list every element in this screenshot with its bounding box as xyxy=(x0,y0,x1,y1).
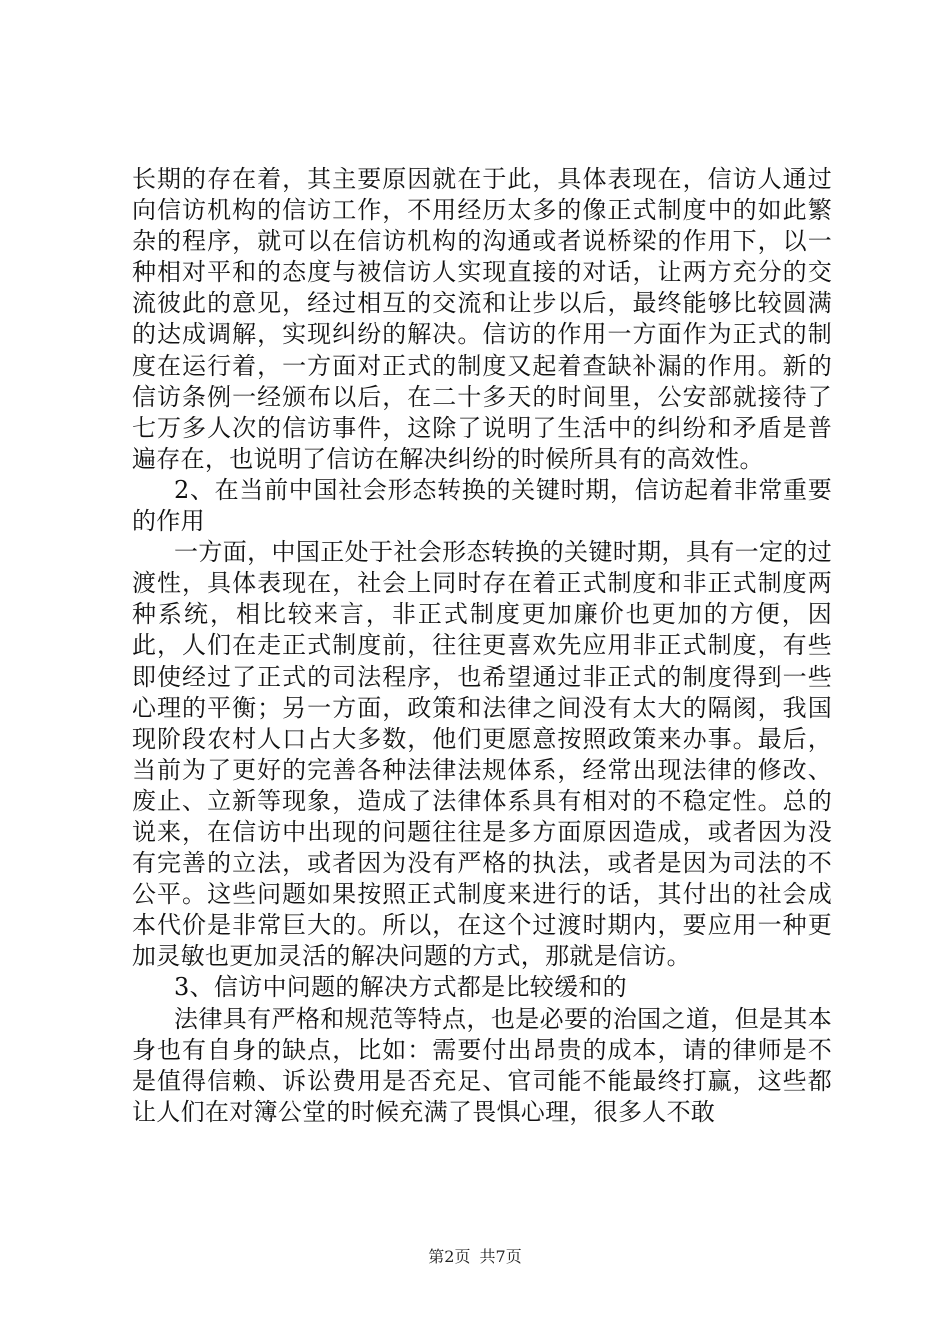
section-heading-3: 3、信访中问题的解决方式都是比较缓和的 xyxy=(174,973,627,1002)
section-heading-2: 2、在当前中国社会形态转换的关键时期，信访起着非常重要的作用 xyxy=(132,475,832,536)
page-total: 共7页 xyxy=(479,1247,522,1266)
document-body xyxy=(132,164,832,1128)
paragraph-2: 一方面，中国正处于社会形态转换的关键时期，具有一定的过渡性，具体表现在，社会上同时存在着正式制度和非正式制度两种系统，相比较来言，非正式制度更加廉价也更加的方便，因此，人们在走正式制度前，往往更喜欢先应用非正式制度，有些即使经过了正式的司法程序，也希望通过非正式的制度得到一些心理的平衡；另一方面，政策和法律之间没有太大的隔阂，我国现阶段农村人口占大多数，他们更愿意按照政策来办事。最后，当前为了更好的完善各种法律法规体系，经常出现法律的修改、废止、立新等现象，造成了法律体系具有相对的不稳定性。总的说来，在信访中出现的问题往往是多方面原因造成，或者因为没有完善的立法，或者因为没有严格的执法，或者是因为司法的不公平。这些问题如果按照正式制度来进行的话，其付出的社会成本代价是非常巨大的。所以，在这个过渡时期内，要应用一种更加灵敏也更加灵活的解决问题的方式，那就是信访。 xyxy=(132,538,832,971)
paragraph-3: 法律具有严格和规范等特点，也是必要的治国之道，但是其本身也有自身的缺点，比如：需要付出昂贵的成本，请的律师是不是值得信赖、诉讼费用是否充足、官司能不能最终打赢，这些都让人们在对簿公堂的时候充满了畏惧心理，很多人不敢 xyxy=(132,1004,832,1126)
page-footer xyxy=(0,1244,950,1267)
paragraph-1: 长期的存在着，其主要原因就在于此，具体表现在，信访人通过向信访机构的信访工作，不用经历太多的像正式制度中的如此繁杂的程序，就可以在信访机构的沟通或者说桥梁的作用下，以一种相对平和的态度与被信访人实现直接的对话，让两方充分的交流彼此的意见，经过相互的交流和让步以后，最终能够比较圆满的达成调解，实现纠纷的解决。信访的作用一方面作为正式的制度在运行着，一方面对正式的制度又起着查缺补漏的作用。新的信访条例一经颁布以后，在二十多天的时间里，公安部就接待了七万多人次的信访事件，这除了说明了生活中的纠纷和矛盾是普遍存在，也说明了信访在解决纠纷的时候所具有的高效性。 xyxy=(132,165,832,473)
page-number: 第2页 xyxy=(428,1247,471,1266)
